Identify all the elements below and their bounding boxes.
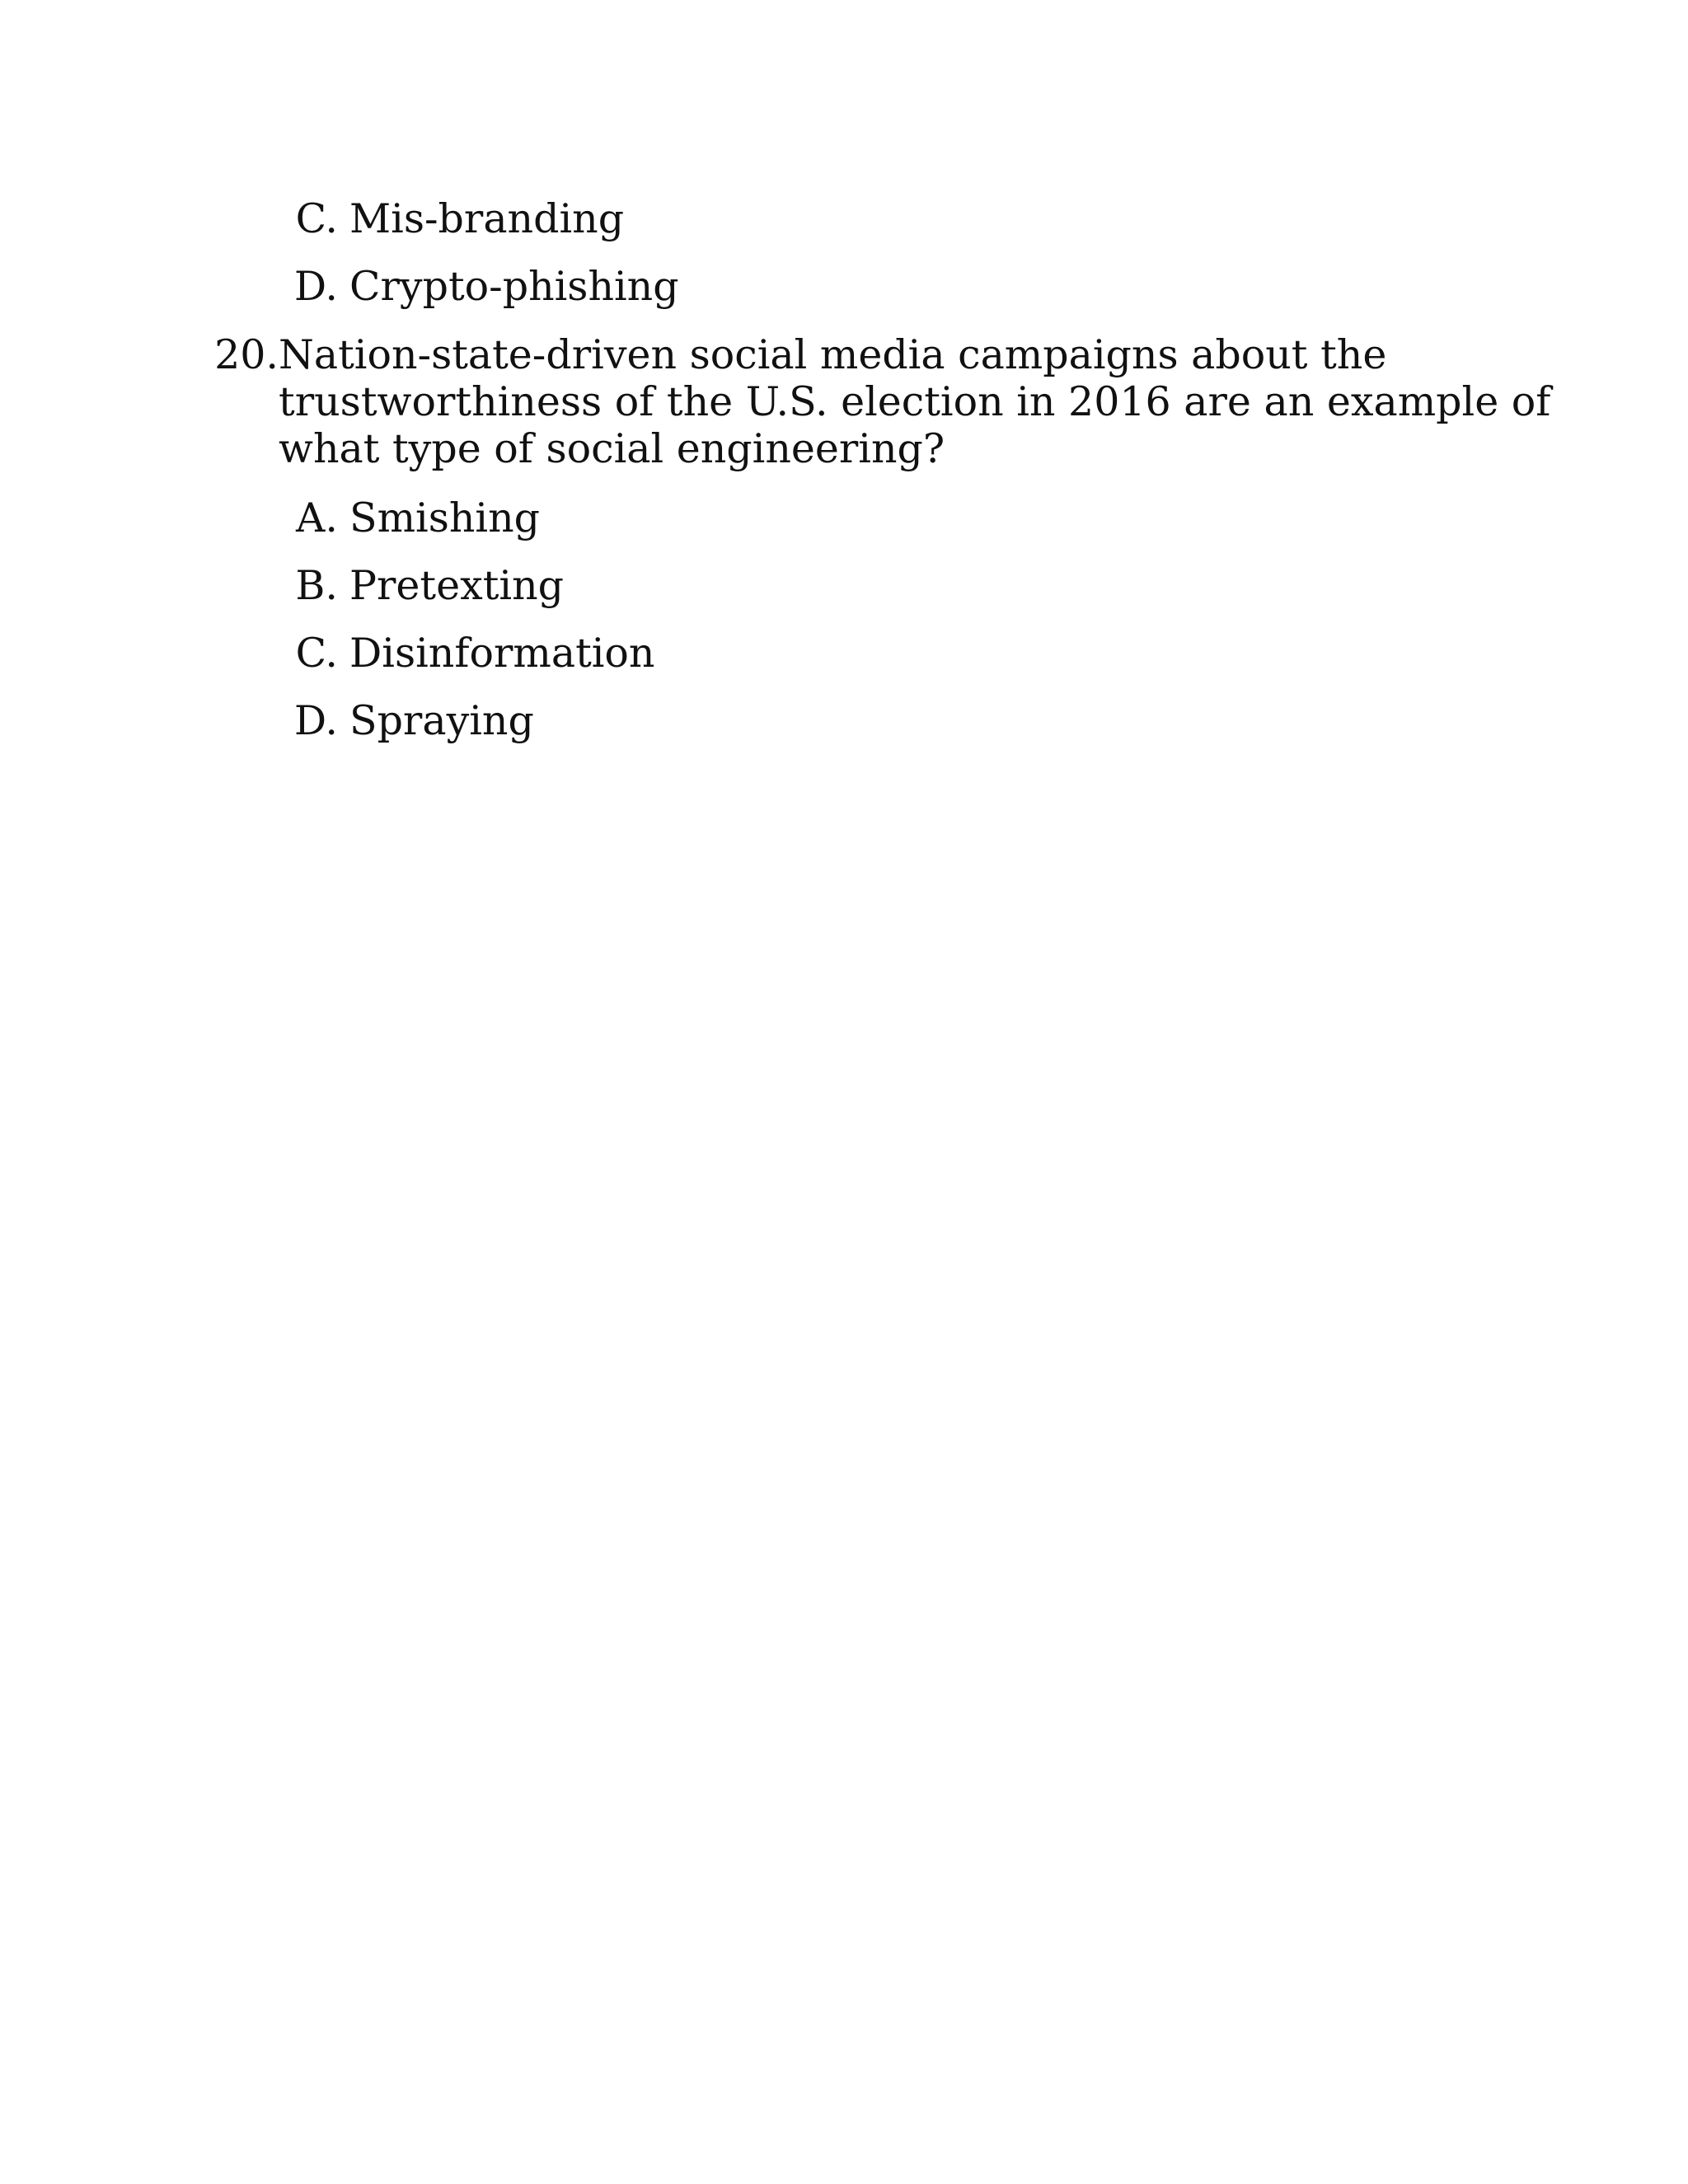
option-letter: C. <box>295 195 338 242</box>
option-text: Disinformation <box>349 630 655 677</box>
question-text <box>279 331 1551 472</box>
option-text: Pretexting <box>349 562 565 609</box>
option-text: Smishing <box>349 494 541 541</box>
question-line: Nation-state-driven social media campaigns about the <box>279 331 1387 378</box>
option-letter: A. <box>296 494 338 541</box>
option-letter: D. <box>293 697 338 744</box>
question-line: trustworthiness of the U.S. election in 2016 are an example of <box>279 378 1551 425</box>
option-text: Spraying <box>349 697 534 744</box>
option-text: Mis-branding <box>349 195 625 242</box>
option-letter: B. <box>295 562 338 609</box>
option-letter: D. <box>293 263 338 310</box>
question-number: 20. <box>214 331 279 378</box>
option-text: Crypto-phishing <box>349 263 679 310</box>
question-line: what type of social engineering? <box>279 425 945 472</box>
option-letter: C. <box>295 630 338 677</box>
